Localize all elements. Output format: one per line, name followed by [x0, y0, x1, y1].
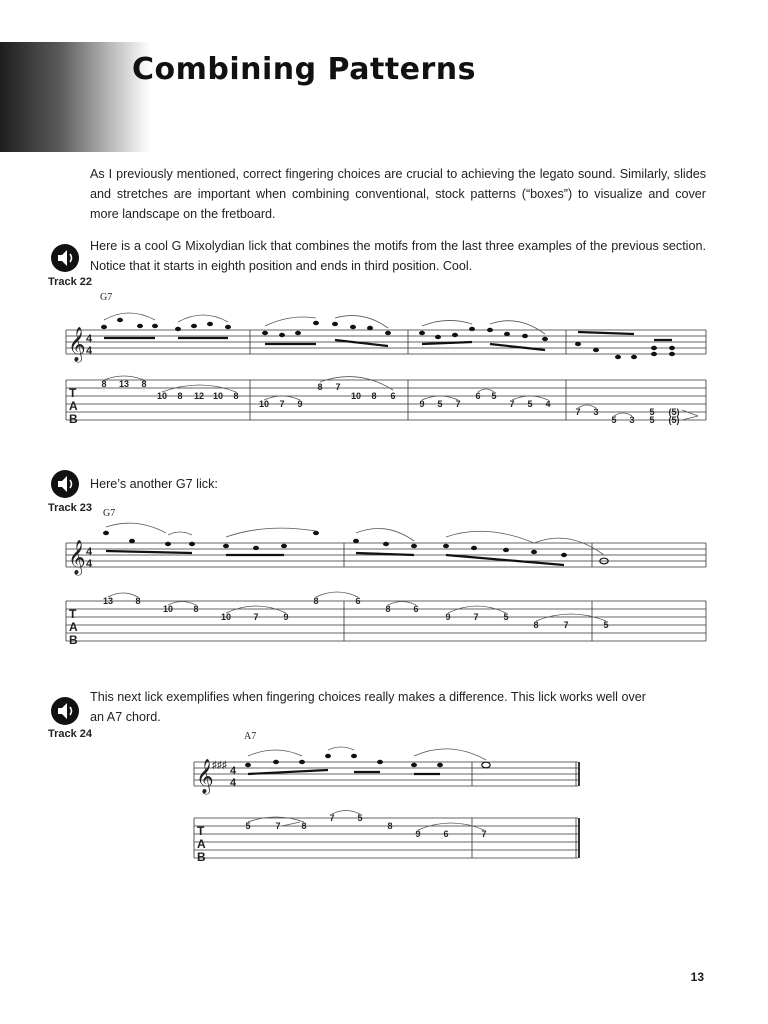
- svg-text:8: 8: [177, 391, 183, 401]
- svg-text:6: 6: [475, 391, 481, 401]
- svg-text:10: 10: [220, 612, 232, 622]
- page-number: 13: [690, 970, 704, 984]
- svg-text:5: 5: [503, 612, 509, 622]
- svg-text:T: T: [69, 386, 77, 400]
- staff-system-2: [60, 515, 710, 650]
- page-title: Combining Patterns: [132, 52, 477, 87]
- svg-text:♯♯♯: ♯♯♯: [212, 760, 227, 771]
- svg-text:7: 7: [329, 813, 335, 823]
- svg-text:B: B: [197, 850, 206, 864]
- svg-text:5: 5: [603, 620, 609, 630]
- speaker-icon[interactable]: [50, 469, 80, 499]
- svg-text:8: 8: [387, 821, 393, 831]
- svg-text:7: 7: [575, 407, 581, 417]
- intro-paragraph: As I previously mentioned, correct fingering choices are crucial to achieving the legato sound. Similarly, slides and stretches are important when combining conventional, stock patterns (“boxes”) to visualize and cover more landscape on the fretboard.: [90, 167, 706, 221]
- chord-symbol: G7: [100, 292, 113, 303]
- svg-text:4: 4: [545, 399, 551, 409]
- svg-text:5: 5: [437, 399, 443, 409]
- svg-text:6: 6: [443, 829, 449, 839]
- svg-text:10: 10: [212, 391, 224, 401]
- svg-text:(5): (5): [668, 415, 680, 425]
- svg-text:9: 9: [415, 829, 421, 839]
- example-description: Here’s another G7 lick:: [90, 477, 218, 491]
- svg-text:7: 7: [253, 612, 259, 622]
- svg-text:4: 4: [86, 558, 93, 570]
- svg-text:9: 9: [445, 612, 451, 622]
- svg-text:B: B: [69, 633, 78, 647]
- svg-text:9: 9: [297, 399, 303, 409]
- treble-clef: 𝄞: [196, 760, 214, 793]
- svg-text:4: 4: [86, 546, 93, 558]
- track-label: Track 24: [48, 728, 93, 740]
- svg-text:7: 7: [455, 399, 461, 409]
- svg-text:5: 5: [245, 821, 251, 831]
- example-description: This next lick exemplifies when fingering choices really makes a difference. This lick works well over an A7 chord.: [90, 690, 646, 724]
- svg-text:7: 7: [509, 399, 515, 409]
- svg-text:8: 8: [317, 382, 323, 392]
- svg-text:10: 10: [156, 391, 168, 401]
- svg-text:B: B: [69, 412, 78, 426]
- svg-text:7: 7: [335, 382, 341, 392]
- svg-text:7: 7: [481, 829, 487, 839]
- speaker-icon[interactable]: [50, 696, 80, 726]
- chord-symbol: G7: [103, 508, 116, 519]
- svg-text:8: 8: [193, 604, 199, 614]
- track-label: Track 22: [48, 276, 93, 288]
- svg-text:10: 10: [350, 391, 362, 401]
- svg-text:7: 7: [563, 620, 569, 630]
- svg-text:(5): (5): [668, 407, 680, 417]
- svg-text:5: 5: [649, 415, 655, 425]
- svg-text:8: 8: [533, 620, 539, 630]
- svg-text:6: 6: [355, 596, 361, 606]
- svg-text:7: 7: [275, 821, 281, 831]
- svg-text:4: 4: [230, 765, 237, 777]
- svg-text:8: 8: [233, 391, 239, 401]
- svg-text:5: 5: [357, 813, 363, 823]
- svg-text:8: 8: [141, 379, 147, 389]
- svg-text:8: 8: [301, 821, 307, 831]
- svg-text:10: 10: [258, 399, 270, 409]
- svg-text:3: 3: [629, 415, 635, 425]
- svg-text:4: 4: [86, 345, 93, 357]
- svg-text:8: 8: [135, 596, 141, 606]
- svg-text:A: A: [69, 399, 78, 413]
- track-label: Track 23: [48, 502, 93, 514]
- svg-text:8: 8: [101, 379, 107, 389]
- speaker-icon[interactable]: [50, 243, 80, 273]
- svg-text:8: 8: [313, 596, 319, 606]
- treble-clef: 𝄞: [68, 541, 86, 574]
- svg-text:12: 12: [193, 391, 205, 401]
- staff-system-3: [190, 738, 582, 868]
- chord-symbol: A7: [244, 731, 257, 742]
- svg-text:3: 3: [593, 407, 599, 417]
- svg-text:7: 7: [279, 399, 285, 409]
- svg-text:A: A: [197, 837, 206, 851]
- svg-text:9: 9: [283, 612, 289, 622]
- header-gradient-block: [0, 42, 150, 152]
- treble-clef: 𝄞: [68, 328, 86, 361]
- svg-text:8: 8: [385, 604, 391, 614]
- svg-text:5: 5: [649, 407, 655, 417]
- svg-text:5: 5: [611, 415, 617, 425]
- svg-text:6: 6: [390, 391, 396, 401]
- svg-text:10: 10: [162, 604, 174, 614]
- svg-text:T: T: [69, 607, 77, 621]
- svg-text:4: 4: [86, 333, 93, 345]
- svg-text:A: A: [69, 620, 78, 634]
- staff-system-1: [60, 300, 710, 440]
- svg-text:5: 5: [527, 399, 533, 409]
- svg-text:6: 6: [413, 604, 419, 614]
- svg-text:13: 13: [118, 379, 130, 389]
- svg-text:8: 8: [371, 391, 377, 401]
- example-description: Here is a cool G Mixolydian lick that combines the motifs from the last three examples of the previous section. Notice that it starts in eighth position and ends in third position. Cool.: [90, 239, 706, 273]
- svg-text:7: 7: [473, 612, 479, 622]
- svg-text:13: 13: [102, 596, 114, 606]
- svg-text:4: 4: [230, 777, 237, 789]
- svg-text:T: T: [197, 824, 205, 838]
- svg-text:9: 9: [419, 399, 425, 409]
- svg-text:5: 5: [491, 391, 497, 401]
